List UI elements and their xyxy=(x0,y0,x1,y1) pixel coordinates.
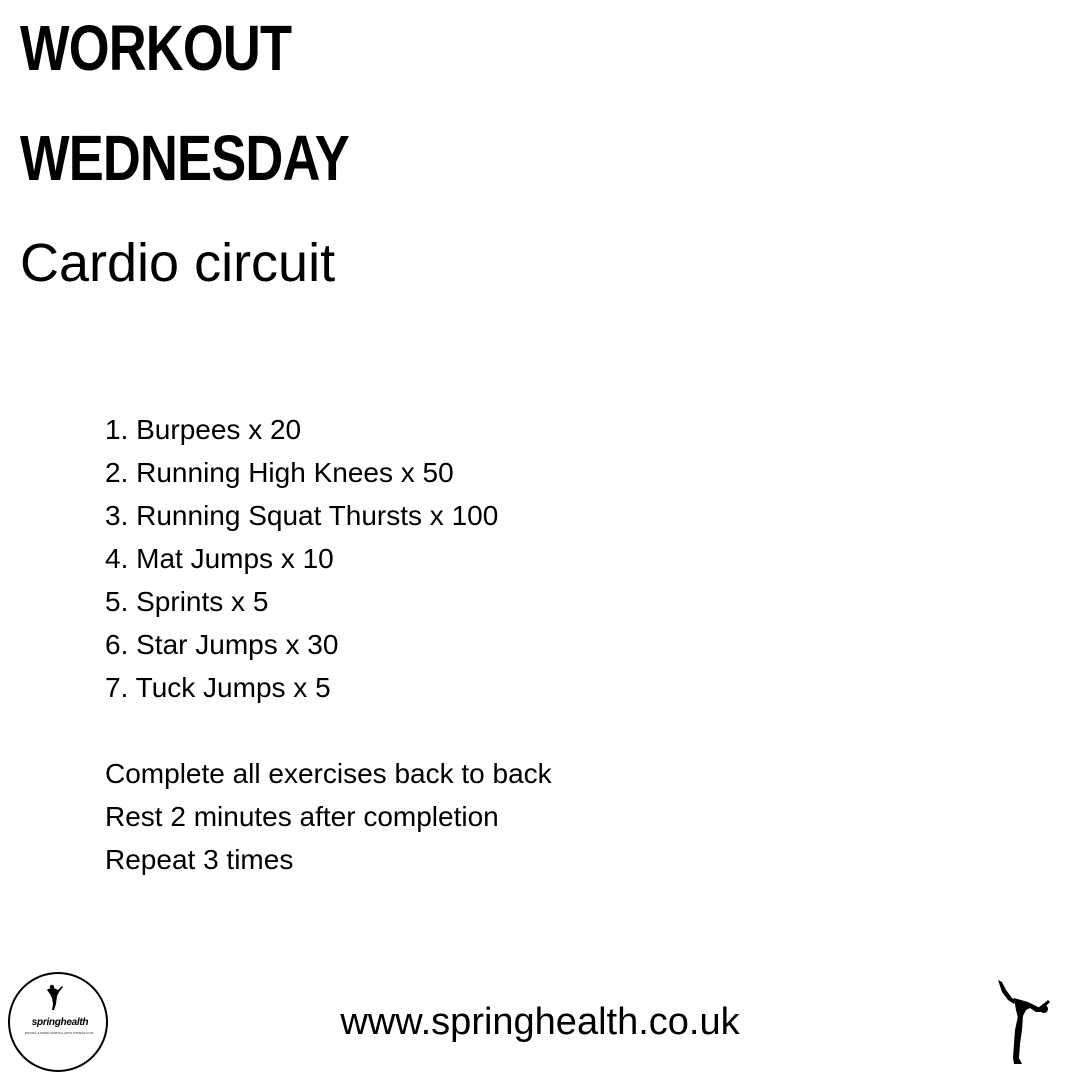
exercise-item: 1. Burpees x 20 xyxy=(105,414,302,445)
title-line-workout: WORKOUT xyxy=(20,12,292,84)
exercise-item: 6. Star Jumps x 30 xyxy=(105,629,339,660)
gymnast-silhouette-icon xyxy=(992,978,1056,1068)
exercise-item: 4. Mat Jumps x 10 xyxy=(105,543,334,574)
instruction-line: Repeat 3 times xyxy=(105,844,294,875)
exercise-list xyxy=(105,408,498,709)
exercise-item: 2. Running High Knees x 50 xyxy=(105,457,454,488)
logo-tagline: BOXING & MIXED MARTIAL ARTS FITNESS GYM xyxy=(24,1031,94,1035)
logo-wordmark: springhealth xyxy=(31,1017,89,1028)
website-url: www.springhealth.co.uk xyxy=(340,1001,740,1043)
instruction-line: Complete all exercises back to back xyxy=(105,758,552,789)
exercise-item: 3. Running Squat Thursts x 100 xyxy=(105,500,499,531)
exercise-item: 5. Sprints x 5 xyxy=(105,586,269,617)
instructions xyxy=(105,752,552,881)
subtitle: Cardio circuit xyxy=(20,233,336,293)
instruction-line: Rest 2 minutes after completion xyxy=(105,801,499,832)
title-line-wednesday: WEDNESDAY xyxy=(20,122,349,194)
exercise-item: 7. Tuck Jumps x 5 xyxy=(105,672,331,703)
